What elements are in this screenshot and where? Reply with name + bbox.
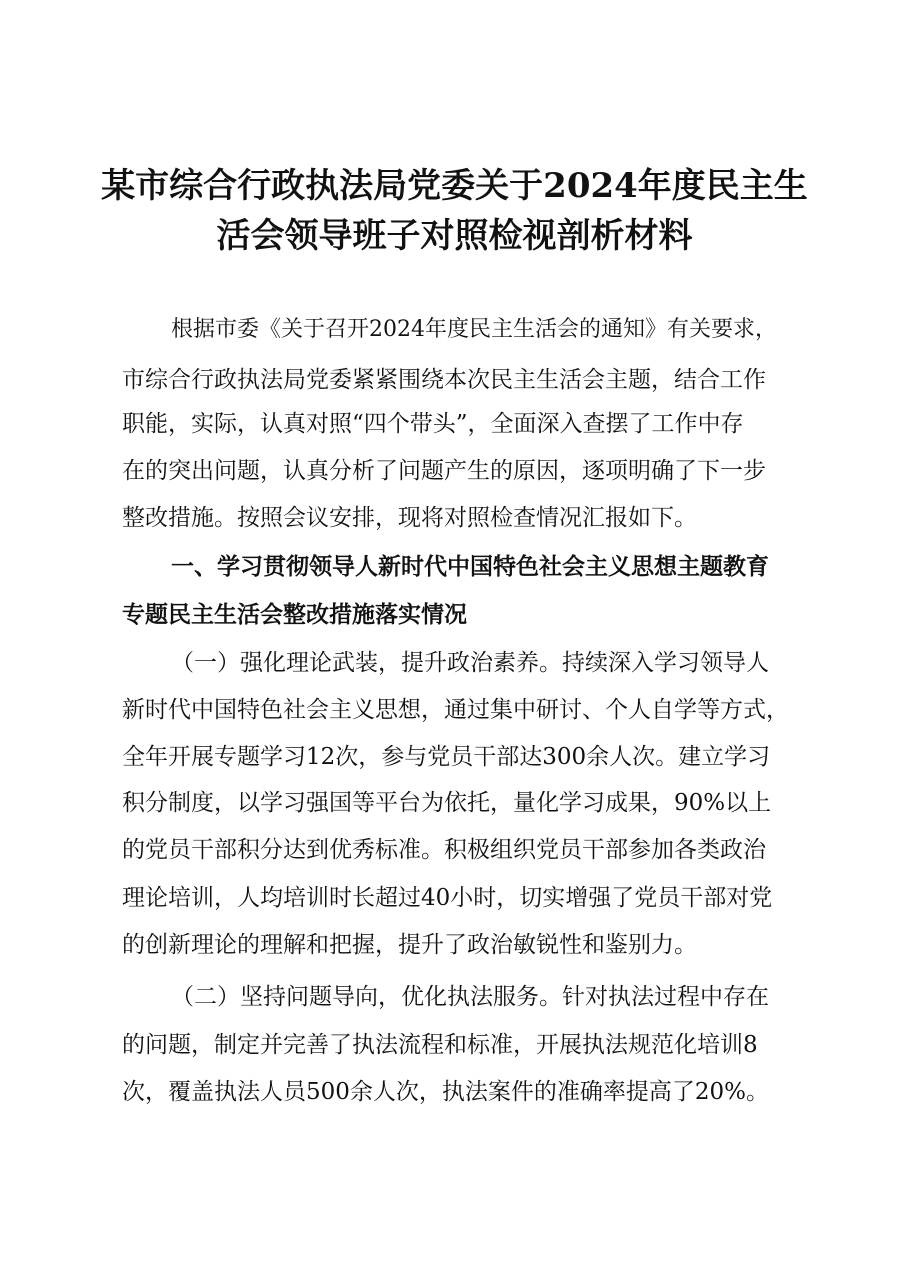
item1-line: 积分制度，以学习强国等平台为依托，量化学习成果，90%以上 — [122, 790, 772, 816]
item2-line: 次，覆盖执法人员500余人次，执法案件的准确率提高了20%。 — [122, 1079, 770, 1105]
intro-line: 职能，实际，认真对照“四个带头”，全面深入查摆了工作中存 — [122, 411, 744, 437]
intro-line: 在的突出问题，认真分析了问题产生的原因，逐项明确了下一步 — [122, 458, 766, 484]
intro-line: 整改措施。按照会议安排，现将对照检查情况汇报如下。 — [122, 505, 697, 531]
document-title-line-2: 活会领导班子对照检视剖析材料 — [216, 216, 693, 256]
section-heading-line: 专题民主生活会整改措施落实情况 — [122, 602, 467, 628]
item1-line: 全年开展专题学习12次，参与党员干部达300余人次。建立学习 — [122, 744, 771, 770]
item1-line: （一）强化理论武装，提升政治素养。持续深入学习领导人 — [171, 650, 769, 676]
section-heading-line: 一、学习贯彻领导人新时代中国特色社会主义思想主题教育 — [171, 554, 769, 580]
item1-line: 新时代中国特色社会主义思想，通过集中研讨、个人自学等方式， — [122, 697, 789, 723]
intro-line: 市综合行政执法局党委紧紧围绕本次民主生活会主题，结合工作 — [122, 367, 766, 393]
intro-line: 根据市委《关于召开2024年度民主生活会的通知》有关要求， — [171, 317, 777, 342]
item2-line: （二）坚持问题导向，优化执法服务。针对执法过程中存在 — [171, 984, 769, 1010]
item1-line: 的创新理论的理解和把握，提升了政治敏锐性和鉴别力。 — [122, 932, 697, 958]
item1-line: 的党员干部积分达到优秀标准。积极组织党员干部参加各类政治 — [122, 837, 766, 863]
item2-line: 的问题，制定并完善了执法流程和标准，开展执法规范化培训8 — [122, 1032, 758, 1058]
item1-line: 理论培训，人均培训时长超过40小时，切实增强了党员干部对党 — [122, 885, 773, 911]
document-title-line-1: 某市综合行政执法局党委关于2024年度民主生 — [101, 166, 808, 206]
